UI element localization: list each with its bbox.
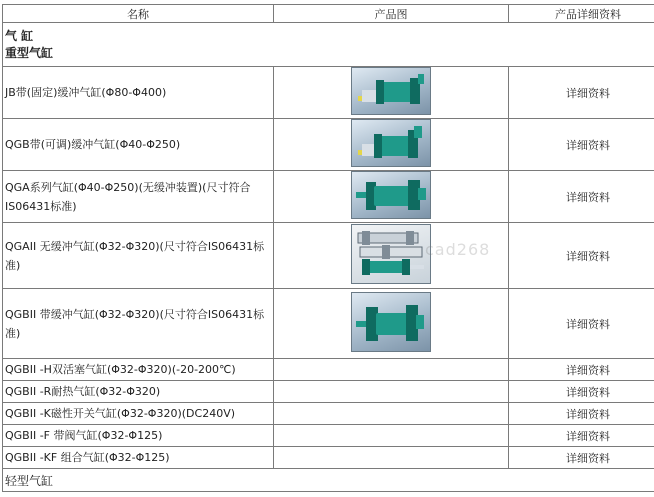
table-row — [3, 359, 654, 381]
header-image: 产品图 — [274, 5, 509, 23]
product-name: QGA系列气缸(Φ40-Φ250)(无缓冲装置)(尺寸符合IS06431标准) — [3, 171, 274, 223]
details-link[interactable]: 详细资料 — [509, 425, 654, 447]
details-link[interactable]: 详细资料 — [509, 403, 654, 425]
table-row — [3, 171, 654, 223]
section-heavy-cylinders — [3, 23, 654, 67]
product-image-cell — [274, 403, 509, 425]
product-name: QGAII 无缓冲气缸(Φ32-Φ320)(尺寸符合IS06431标准) — [3, 223, 274, 289]
product-name: QGBII -R耐热气缸(Φ32-Φ320) — [3, 381, 274, 403]
category-title: 气 缸 — [5, 28, 34, 43]
table-header-row — [3, 5, 654, 23]
product-image-cell — [274, 425, 509, 447]
section-heading: 轻型气缸 — [3, 469, 654, 492]
table-row — [3, 223, 654, 289]
details-link[interactable]: 详细资料 — [509, 223, 654, 289]
product-name: QGBII -KF 组合气缸(Φ32-Φ125) — [3, 447, 274, 469]
table-row — [3, 67, 654, 119]
table-row — [3, 119, 654, 171]
product-image-cylinder[interactable] — [351, 171, 431, 219]
table-row — [3, 447, 654, 469]
product-image-cylinder[interactable] — [351, 224, 431, 284]
product-name: QGB带(可调)缓冲气缸(Φ40-Φ250) — [3, 119, 274, 171]
product-image-cylinder[interactable] — [351, 67, 431, 115]
table-row — [3, 289, 654, 359]
table-row — [3, 403, 654, 425]
product-name: QGBII -H双活塞气缸(Φ32-Φ320)(-20-200℃) — [3, 359, 274, 381]
product-image-cell — [274, 447, 509, 469]
table-row — [3, 425, 654, 447]
details-link[interactable]: 详细资料 — [509, 67, 654, 119]
details-link[interactable]: 详细资料 — [509, 171, 654, 223]
section-light-cylinders — [3, 469, 654, 492]
product-image-cylinder[interactable] — [351, 119, 431, 167]
section-heading — [3, 23, 654, 67]
product-name: JB带(固定)缓冲气缸(Φ80-Φ400) — [3, 67, 274, 119]
product-image-cylinder[interactable] — [351, 292, 431, 352]
details-link[interactable]: 详细资料 — [509, 447, 654, 469]
details-link[interactable]: 详细资料 — [509, 119, 654, 171]
subcategory-title: 重型气缸 — [5, 45, 54, 60]
product-name: QGBII 带缓冲气缸(Φ32-Φ320)(尺寸符合IS06431标准) — [3, 289, 274, 359]
product-name: QGBII -K磁性开关气缸(Φ32-Φ320)(DC240V) — [3, 403, 274, 425]
product-image-cell — [274, 119, 509, 171]
product-image-cell — [274, 67, 509, 119]
details-link[interactable]: 详细资料 — [509, 289, 654, 359]
header-details: 产品详细资料 — [509, 5, 654, 23]
product-image-cell — [274, 289, 509, 359]
table-row — [3, 381, 654, 403]
header-name: 名称 — [3, 5, 274, 23]
product-image-cell — [274, 171, 509, 223]
details-link[interactable]: 详细资料 — [509, 381, 654, 403]
product-table — [2, 4, 654, 492]
product-name: QGBII -F 带阀气缸(Φ32-Φ125) — [3, 425, 274, 447]
product-image-cell — [274, 223, 509, 289]
details-link[interactable]: 详细资料 — [509, 359, 654, 381]
watermark-text: cad268 — [425, 240, 491, 259]
product-image-cell — [274, 359, 509, 381]
product-image-cell — [274, 381, 509, 403]
